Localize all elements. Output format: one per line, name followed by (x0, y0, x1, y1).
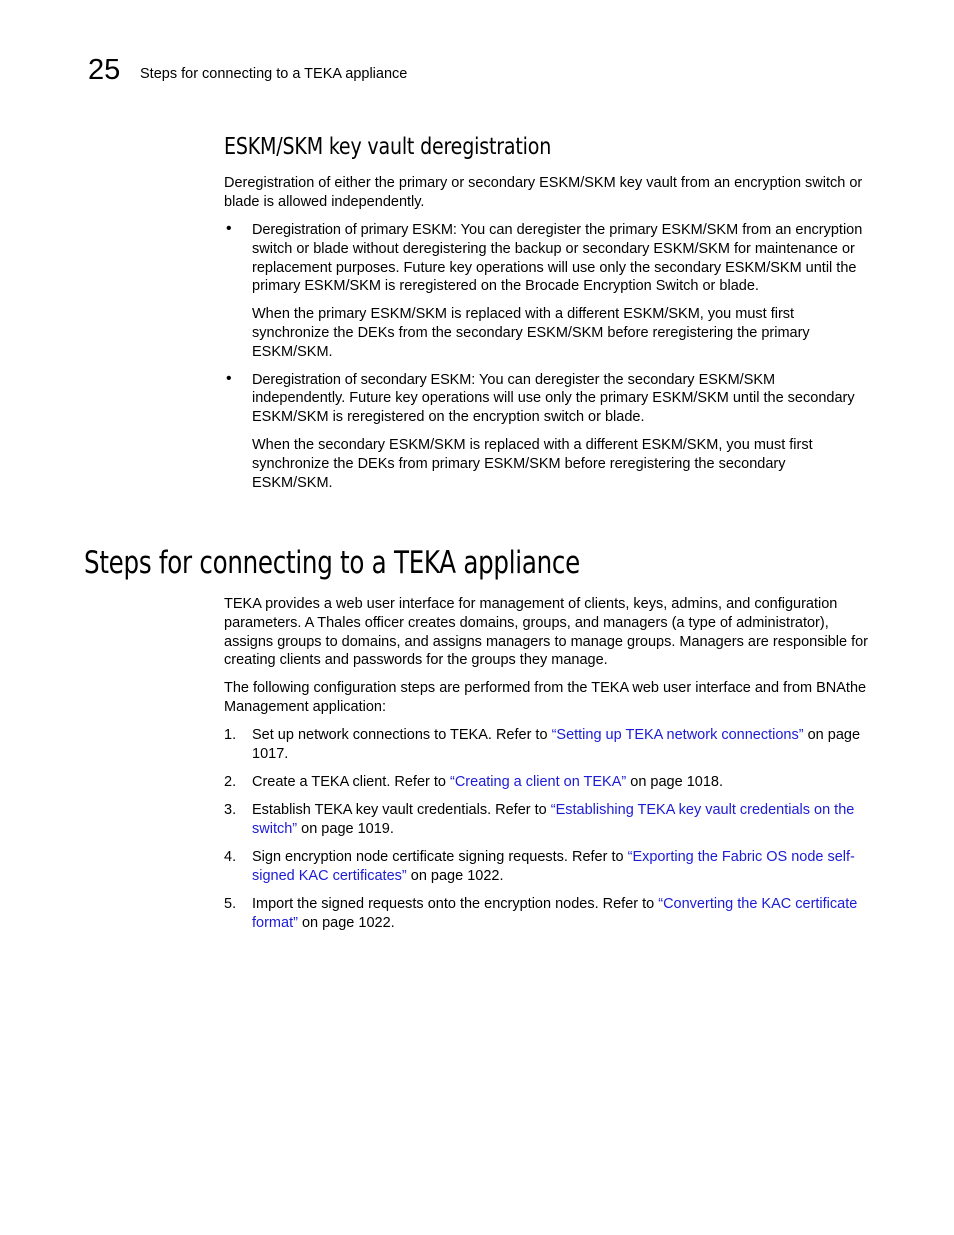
teka-intro-paragraph: TEKA provides a web user interface for management of clients, keys, admins, and configuration parameters. A Thales officer creates domains, groups, and managers (a type of administrator), assigns groups to domains, and assigns managers to manage groups. Managers are responsible for creating clients and passwords for the groups they manage. (224, 596, 869, 669)
section-heading-deregistration: ESKM/SKM key vault deregistration (224, 134, 552, 160)
step-number: 2. (224, 773, 237, 790)
step-page-ref: on page 1018. (626, 773, 723, 790)
bullet-note: When the primary ESKM/SKM is replaced with a different ESKM/SKM, you must first synchronize the DEKs from the secondary ESKM/SKM before reregistering the primary ESKM/SKM. (252, 306, 810, 360)
step-text: Sign encryption node certificate signing requests. Refer to (252, 849, 628, 866)
section-heading-teka: Steps for connecting to a TEKA appliance (84, 545, 581, 581)
step-number: 5. (224, 896, 237, 913)
running-header-title: Steps for connecting to a TEKA appliance (140, 66, 408, 82)
step-text: Import the signed requests onto the encryption nodes. Refer to (252, 896, 659, 913)
step-item (224, 726, 870, 764)
step-item (224, 801, 870, 839)
step-item (224, 773, 870, 792)
bullet-text: : You can deregister the primary ESKM/SKM from an encryption switch or blade without deregistering the backup or secondary ESKM/SKM for maintenance or replacement purposes. Future key operations will use only the secondary ESKM/SKM until the primary ESKM/SKM is reregistered on the Brocade Encryption Switch or blade. (252, 222, 863, 295)
bullet-icon: • (226, 220, 232, 237)
step-number: 3. (224, 802, 237, 819)
step-text: Create a TEKA client. Refer to (252, 773, 450, 790)
cross-reference-link[interactable]: “Establishing TEKA key vault credentials on the switch” (252, 802, 855, 837)
bullet-term: Deregistration of primary ESKM (252, 222, 453, 238)
deregistration-bullet-list (224, 221, 870, 501)
bullet-item-secondary (224, 371, 870, 493)
chapter-number: 25 (88, 54, 121, 86)
step-number: 4. (224, 849, 237, 866)
step-number: 1. (224, 727, 237, 743)
cross-reference-link[interactable]: “Exporting the Fabric OS node self-signed KAC certificates” (252, 849, 855, 884)
teka-steps-intro: The following configuration steps are performed from the TEKA web user interface and from BNAthe Management application: (224, 680, 867, 715)
deregistration-intro: Deregistration of either the primary or secondary ESKM/SKM key vault from an encryption switch or blade is allowed independently. (224, 175, 863, 210)
cross-reference-link[interactable]: “Creating a client on TEKA” (450, 773, 627, 790)
step-page-ref: on page 1022. (406, 867, 504, 884)
bullet-text: : You can deregister the secondary ESKM/SKM independently. Future key operations will use only the primary ESKM/SKM until the secondary ESKM/SKM is reregistered on the encryption switch or blade. (252, 371, 855, 426)
step-page-ref: on page 1019. (297, 820, 394, 837)
cross-reference-link[interactable]: “Setting up TEKA network connections” (551, 727, 804, 743)
bullet-term: Deregistration of secondary ESKM (252, 371, 472, 388)
step-item (224, 848, 870, 886)
step-page-ref: on page 1017. (252, 727, 861, 762)
step-text: Establish TEKA key vault credentials. Refer to (252, 802, 551, 819)
step-page-ref: on page 1022. (297, 914, 395, 931)
teka-steps-list (224, 726, 870, 942)
step-text: Set up network connections to TEKA. Refer to (252, 727, 552, 743)
bullet-item-primary (224, 221, 870, 362)
cross-reference-link[interactable]: “Converting the KAC certificate format” (252, 896, 858, 931)
bullet-icon: • (226, 369, 232, 387)
step-item (224, 895, 870, 933)
bullet-note: When the secondary ESKM/SKM is replaced with a different ESKM/SKM, you must first synchronize the DEKs from primary ESKM/SKM before reregistering the secondary ESKM/SKM. (252, 436, 813, 491)
